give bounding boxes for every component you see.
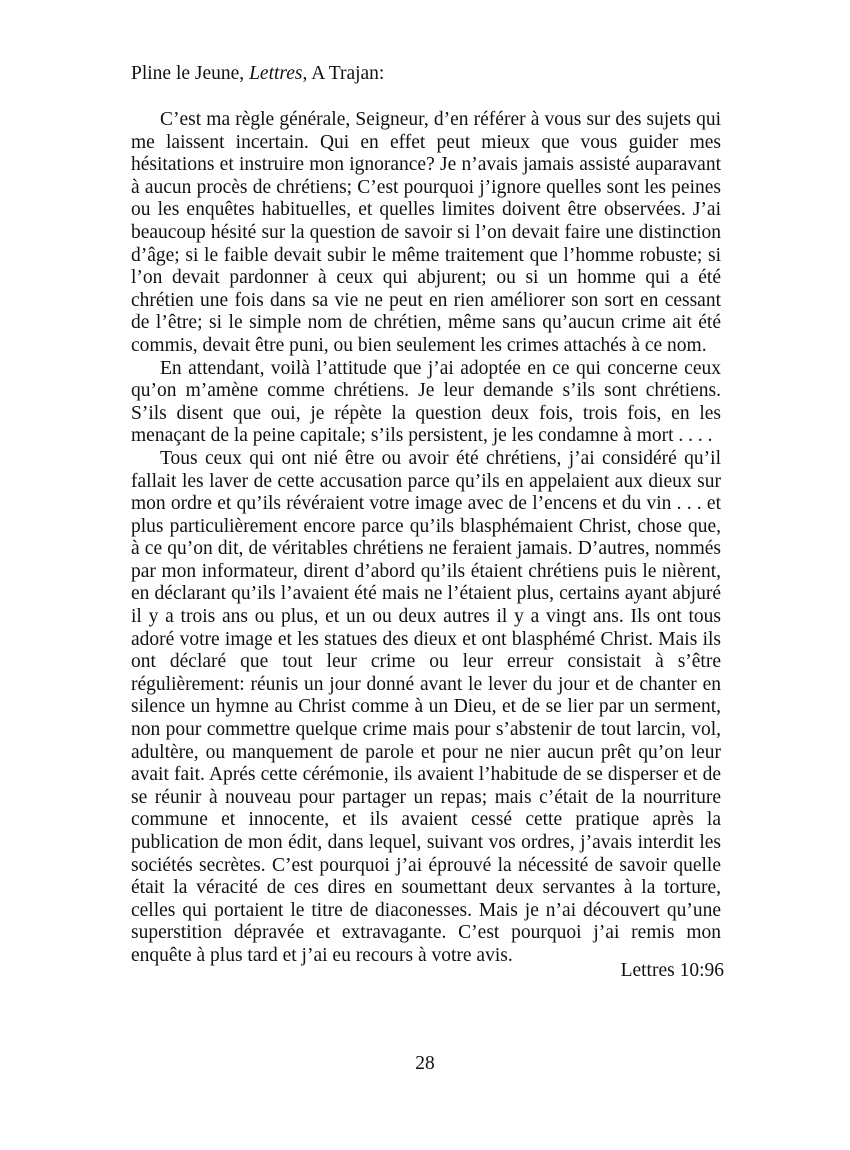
letter-body: [131, 109, 721, 968]
heading-work-title: Lettres: [249, 63, 303, 84]
source-citation: Lettres 10:96: [620, 960, 724, 981]
paragraph-3: Tous ceux qui ont nié être ou avoir été chrétiens, j’ai considéré qu’il fallait les laver de cette accusation parce qu’ils en appelaient aux dieux sur mon ordre et qu’ils révéraient votre image avec de l’encens et du vin . . . et plus particulièrement encore parce qu’ils blasphémaient Christ, chose que, à ce qu’on dit, de véritables chrétiens ne feraient jamais. D’autres, nommés par mon informateur, dirent d’abord qu’ils étaient chrétiens puis le nièrent, en déclarant qu’ils l’avaient été mais ne l’étaient plus, certains ayant abjuré il y a trois ans ou plus, et un ou deux autres il y a vingt ans. Ils ont tous adoré votre image et les statues des dieux et ont blasphémé Christ. Mais ils ont déclaré que tout leur crime ou leur erreur consistait à s’être régulièrement: réunis un jour donné avant le lever du jour et de chanter en silence un hymne au Christ comme à un Dieu, et de se lier par un serment, non pour commettre quelque crime mais pour s’abstenir de tout larcin, vol, adultère, ou manquement de parole et pour ne nier aucun prêt qu’on leur avait fait. Aprés cette cérémonie, ils avaient l’habitude de se disperser et de se réunir à nouveau pour partager un repas; mais c’était de la nourriture commune et innocente, et ils avaient cessé cette pratique après la publication de mon édit, dans lequel, suivant vos ordres, j’avais interdit les sociétés secrètes. C’est pourquoi j’ai éprouvé la nécessité de savoir quelle était la véracité de ces dires en soumettant deux servantes à la torture, celles qui portaient le titre de diaconesses. Mais je n’ai découvert qu’une superstition dépravée et extravagante. C’est pourquoi j’ai remis mon enquête à plus tard et j’ai eu recours à votre avis.: [131, 447, 721, 966]
heading-author: Pline le Jeune,: [131, 63, 250, 84]
paragraph-1: C’est ma règle générale, Seigneur, d’en référer à vous sur des sujets qui me laissent incertain. Qui en effet peut mieux que vous guider mes hésitations et instruire mon ignorance? Je n’avais jamais assisté auparavant à aucun procès de chrétiens; C’est pourquoi j’ignore quelles sont les peines ou les enquêtes habituelles, et quelles limites doivent être observées. J’ai beaucoup hésité sur la question de savoir si l’on devait faire une distinction d’âge; si le faible devait subir le même traitement que l’homme robuste; si l’on devait pardonner à ceux qui abjurent; ou si un homme qui a été chrétien une fois dans sa vie ne peut en rien améliorer son sort en cessant de l’être; si le simple nom de chrétien, même sans qu’aucun crime ait été commis, devait être puni, ou bien seulement les crimes attachés à ce nom.: [131, 109, 721, 356]
heading-recipient: , A Trajan:: [302, 63, 385, 84]
paragraph-2: En attendant, voilà l’attitude que j’ai adoptée en ce qui concerne ceux qu’on m’amène comme chrétiens. Je leur demande s’ils sont chrétiens. S’ils disent que oui, je répète la question deux fois, trois fois, en les menaçant de la peine capitale; s’ils persistent, je les condamne à mort . . . .: [131, 357, 721, 447]
letter-heading: [131, 62, 384, 86]
page-number: 28: [415, 1053, 435, 1074]
